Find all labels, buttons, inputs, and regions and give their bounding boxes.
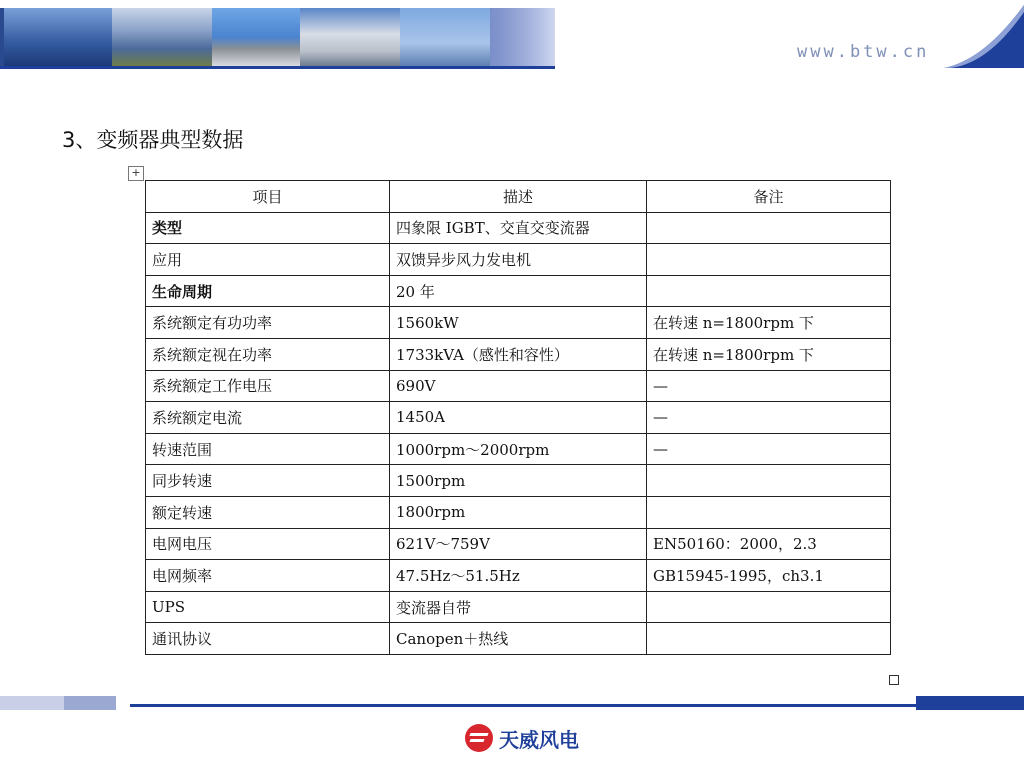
item-cell: 系统额定视在功率 <box>146 338 390 370</box>
company-logo <box>465 723 579 753</box>
item-cell: 电网电压 <box>146 528 390 560</box>
header-banner <box>0 0 1024 70</box>
logo-emblem-icon <box>465 724 493 752</box>
note-cell: — <box>647 402 891 434</box>
table-row <box>146 591 891 623</box>
table-row <box>146 623 891 655</box>
desc-cell: 变流器自带 <box>390 591 647 623</box>
note-cell <box>647 623 891 655</box>
table-row <box>146 370 891 402</box>
table-header-row <box>146 181 891 213</box>
footer-block-light <box>0 696 64 710</box>
desc-cell: 1560kW <box>390 307 647 339</box>
corner-swoosh-icon <box>944 0 1024 70</box>
banner-photo-factory-floor <box>112 8 212 66</box>
item-cell: 转速范围 <box>146 433 390 465</box>
header-cell-note: 备注 <box>647 181 891 213</box>
note-cell <box>647 465 891 497</box>
item-cell: 类型 <box>146 212 390 244</box>
banner-photo-building <box>212 8 300 66</box>
desc-cell: 1800rpm <box>390 496 647 528</box>
note-cell: 在转速 n=1800rpm 下 <box>647 307 891 339</box>
desc-cell: 1500rpm <box>390 465 647 497</box>
desc-cell: 四象限 IGBT、交直交变流器 <box>390 212 647 244</box>
note-cell <box>647 591 891 623</box>
banner-photo-wind-farm <box>400 8 490 66</box>
item-cell: 同步转速 <box>146 465 390 497</box>
note-cell <box>647 275 891 307</box>
item-cell: 额定转速 <box>146 496 390 528</box>
note-cell: GB15945-1995，ch3.1 <box>647 560 891 592</box>
banner-fade <box>490 8 555 66</box>
site-url: www.btw.cn <box>797 42 930 62</box>
note-cell <box>647 496 891 528</box>
desc-cell: Canopen＋热线 <box>390 623 647 655</box>
footer-block-mid <box>64 696 116 710</box>
item-cell: UPS <box>146 591 390 623</box>
item-cell: 应用 <box>146 244 390 276</box>
note-cell: — <box>647 433 891 465</box>
note-cell: — <box>647 370 891 402</box>
note-cell: 在转速 n=1800rpm 下 <box>647 338 891 370</box>
header-cell-desc: 描述 <box>390 181 647 213</box>
desc-cell: 20 年 <box>390 275 647 307</box>
page-title: 3、变频器典型数据 <box>62 128 244 152</box>
desc-cell: 621V～759V <box>390 528 647 560</box>
item-cell: 系统额定有功功率 <box>146 307 390 339</box>
table-row <box>146 402 891 434</box>
note-cell: EN50160：2000，2.3 <box>647 528 891 560</box>
header-cell-item: 项目 <box>146 181 390 213</box>
table-row <box>146 528 891 560</box>
item-cell: 通讯协议 <box>146 623 390 655</box>
note-cell <box>647 212 891 244</box>
desc-cell: 1000rpm～2000rpm <box>390 433 647 465</box>
footer-rule <box>130 704 916 707</box>
note-cell <box>647 244 891 276</box>
table-row <box>146 244 891 276</box>
table-row <box>146 433 891 465</box>
table-move-handle-icon[interactable]: + <box>128 166 144 181</box>
item-cell: 系统额定工作电压 <box>146 370 390 402</box>
footer-block-dark <box>916 696 1024 710</box>
footer-bar <box>0 696 1024 710</box>
item-cell: 生命周期 <box>146 275 390 307</box>
data-table <box>145 180 891 655</box>
table-row <box>146 212 891 244</box>
item-cell: 系统额定电流 <box>146 402 390 434</box>
desc-cell: 690V <box>390 370 647 402</box>
banner-photo-turbine-hub <box>4 8 112 66</box>
table-row <box>146 307 891 339</box>
table-row <box>146 560 891 592</box>
table-row <box>146 496 891 528</box>
logo-text: 天威风电 <box>499 727 579 752</box>
banner-rule <box>0 66 555 69</box>
table-row <box>146 275 891 307</box>
table-row <box>146 465 891 497</box>
desc-cell: 1450A <box>390 402 647 434</box>
desc-cell: 双馈异步风力发电机 <box>390 244 647 276</box>
table-row <box>146 338 891 370</box>
table-resize-handle-icon[interactable] <box>889 675 899 685</box>
item-cell: 电网频率 <box>146 560 390 592</box>
desc-cell: 1733kVA（感性和容性） <box>390 338 647 370</box>
desc-cell: 47.5Hz～51.5Hz <box>390 560 647 592</box>
banner-photo-nacelles <box>300 8 400 66</box>
